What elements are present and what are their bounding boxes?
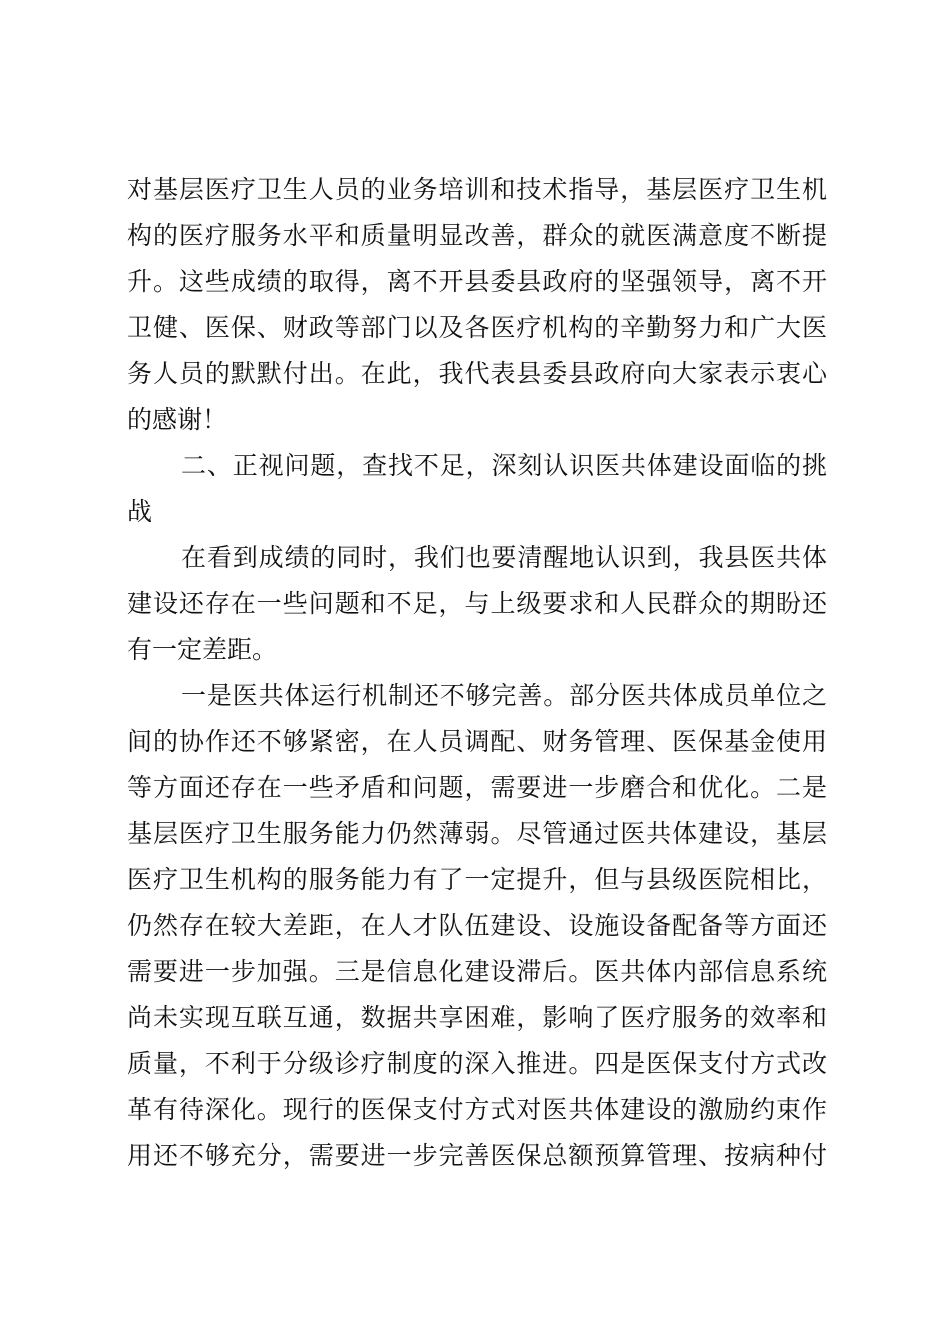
text-line: 升。这些成绩的取得，离不开县委县政府的坚强领导，离不开 <box>127 267 827 296</box>
text-line: 务人员的默默付出。在此，我代表县委县政府向大家表示衷心 <box>127 359 827 388</box>
paragraph-gratitude <box>127 167 827 443</box>
text-line: 需要进一步加强。三是信息化建设滞后。医共体内部信息系统 <box>127 957 827 986</box>
text-line: 质量，不利于分级诊疗制度的深入推进。四是医保支付方式改 <box>127 1049 827 1078</box>
text-line: 间的协作还不够紧密，在人员调配、财务管理、医保基金使用 <box>127 727 827 756</box>
text-line: 仍然存在较大差距，在人才队伍建设、设施设备配备等方面还 <box>127 911 827 940</box>
text-line: 等方面还存在一些矛盾和问题，需要进一步磨合和优化。二是 <box>127 773 827 802</box>
text-line: 建设还存在一些问题和不足，与上级要求和人民群众的期盼还 <box>127 589 827 618</box>
text-line: 医疗卫生机构的服务能力有了一定提升，但与县级医院相比， <box>127 865 827 894</box>
document-page <box>127 167 827 1179</box>
text-line: 对基层医疗卫生人员的业务培训和技术指导，基层医疗卫生机 <box>127 175 827 204</box>
text-line: 的感谢！ <box>127 405 228 434</box>
text-line: 尚未实现互联互通，数据共享困难，影响了医疗服务的效率和 <box>127 1003 827 1032</box>
paragraph-problems-list <box>127 673 827 1179</box>
section-heading-2 <box>127 443 827 535</box>
text-line: 用还不够充分，需要进一步完善医保总额预算管理、按病种付 <box>127 1141 827 1170</box>
paragraph-intro-problems <box>127 535 827 673</box>
text-line: 卫健、医保、财政等部门以及各医疗机构的辛勤努力和广大医 <box>127 313 827 342</box>
text-line: 一是医共体运行机制还不够完善。部分医共体成员单位之 <box>181 681 827 710</box>
heading-line: 战 <box>127 497 153 526</box>
text-line: 革有待深化。现行的医保支付方式对医共体建设的激励约束作 <box>127 1095 827 1124</box>
text-line: 构的医疗服务水平和质量明显改善，群众的就医满意度不断提 <box>127 221 827 250</box>
text-line: 在看到成绩的同时，我们也要清醒地认识到，我县医共体 <box>181 543 827 572</box>
heading-line: 二、正视问题，查找不足，深刻认识医共体建设面临的挑 <box>181 451 827 480</box>
text-line: 有一定差距。 <box>127 635 278 664</box>
text-line: 基层医疗卫生服务能力仍然薄弱。尽管通过医共体建设，基层 <box>127 819 827 848</box>
